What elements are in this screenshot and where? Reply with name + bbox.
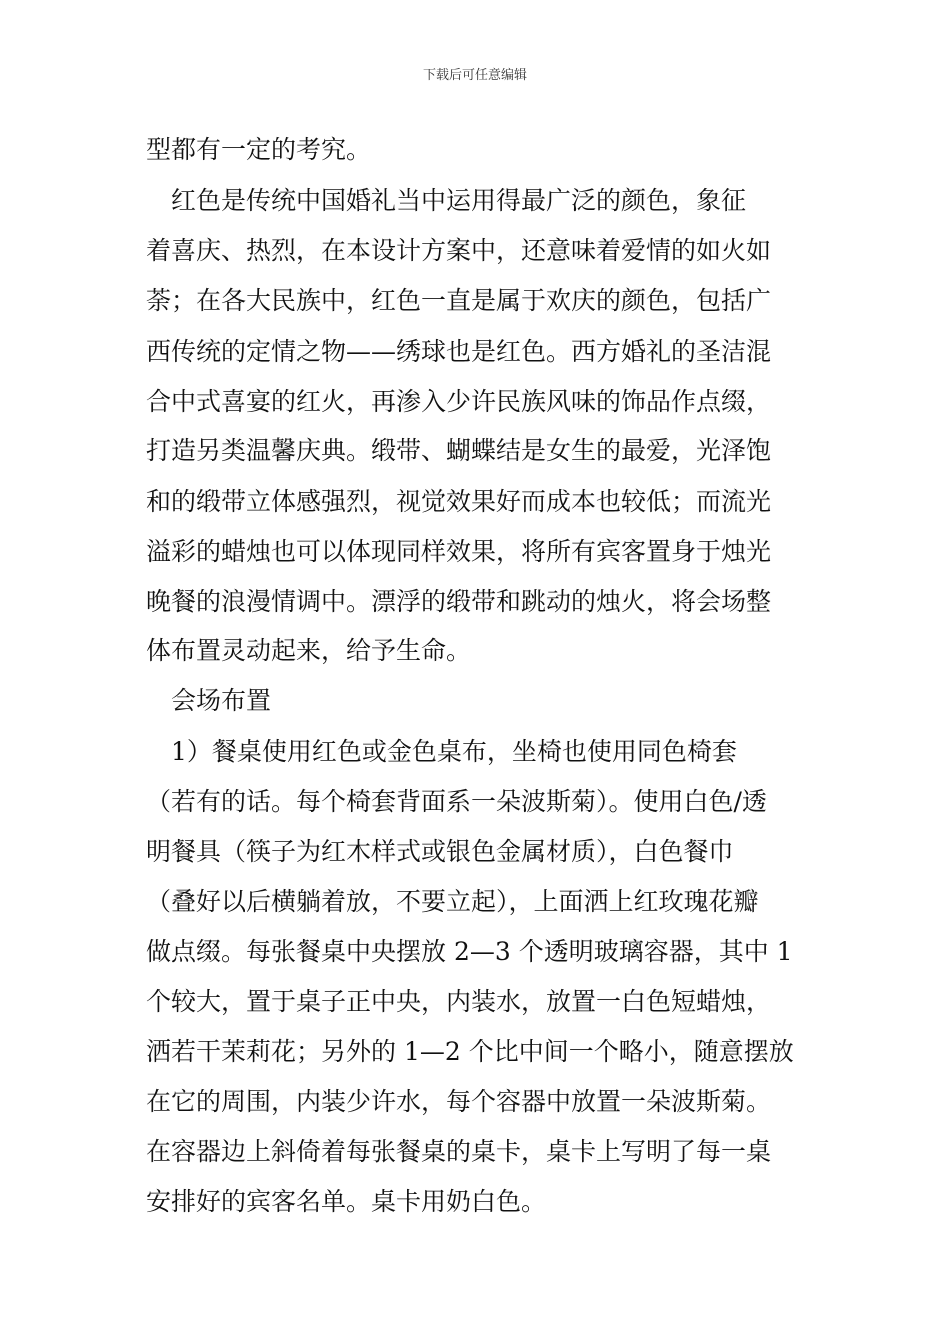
- text-line: 西传统的定情之物——绣球也是红色。西方婚礼的圣洁混: [146, 337, 772, 366]
- text-line: 在容器边上斜倚着每张餐桌的桌卡，桌卡上写明了每一桌: [146, 1137, 772, 1166]
- text-line: 洒若干茉莉花；另外的 1—2 个比中间一个略小，随意摆放: [146, 1037, 794, 1066]
- text-line: 着喜庆、热烈，在本设计方案中，还意味着爱情的如火如: [146, 236, 772, 265]
- text-line: 合中式喜宴的红火，再渗入少许民族风味的饰品作点缀，: [146, 387, 772, 416]
- text-line: 红色是传统中国婚礼当中运用得最广泛的颜色，象征: [146, 186, 747, 215]
- text-line: 荼；在各大民族中，红色一直是属于欢庆的颜色，包括广: [146, 286, 772, 315]
- text-line: 个较大，置于桌子正中央，内装水，放置一白色短蜡烛，: [146, 987, 772, 1016]
- text-line: 晚餐的浪漫情调中。漂浮的缎带和跳动的烛火，将会场整: [146, 587, 772, 616]
- text-line: 安排好的宾客名单。桌卡用奶白色。: [146, 1187, 547, 1216]
- text-line: 明餐具（筷子为红木样式或银色金属材质），白色餐巾: [146, 837, 734, 866]
- text-line: 体布置灵动起来，给予生命。: [146, 636, 472, 665]
- page-header: 下载后可任意编辑: [422, 68, 527, 83]
- text-line: 和的缎带立体感强烈，视觉效果好而成本也较低；而流光: [146, 487, 772, 516]
- text-line: 打造另类温馨庆典。缎带、蝴蝶结是女生的最爱，光泽饱: [146, 436, 772, 465]
- text-line: 做点缀。每张餐桌中央摆放 2—3 个透明玻璃容器，其中 1: [146, 937, 793, 966]
- text-line: （叠好以后横躺着放，不要立起），上面洒上红玫瑰花瓣: [146, 887, 759, 916]
- section-heading: 会场布置: [146, 686, 272, 715]
- text-line: 溢彩的蜡烛也可以体现同样效果，将所有宾客置身于烛光: [146, 537, 772, 566]
- text-line: 在它的周围，内装少许水，每个容器中放置一朵波斯菊。: [146, 1087, 772, 1116]
- text-line: （若有的话。每个椅套背面系一朵波斯菊）。使用白色/透: [146, 787, 767, 816]
- text-line: 1）餐桌使用红色或金色桌布，坐椅也使用同色椅套: [146, 737, 737, 766]
- text-line: 型都有一定的考究。: [146, 135, 372, 164]
